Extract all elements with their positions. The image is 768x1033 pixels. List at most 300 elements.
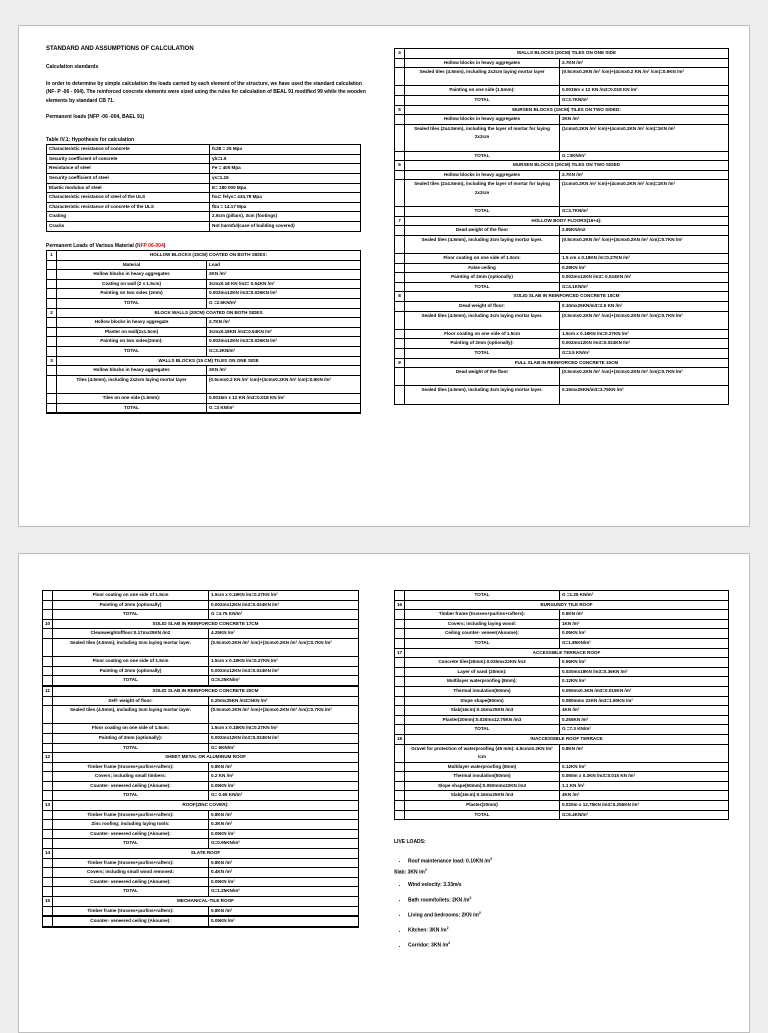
number-cell — [47, 327, 57, 337]
material-cell: TOTAL — [53, 676, 209, 686]
section-number: 13 — [43, 801, 53, 811]
section-header-row — [47, 308, 361, 318]
load-cell: 0.002mx12KN /m3=0.024KN /m² — [209, 666, 359, 676]
number-cell — [43, 591, 53, 601]
section-number: 11 — [43, 686, 53, 696]
number-cell — [395, 629, 405, 639]
table-row — [43, 676, 359, 686]
material-cell: TOTAL — [53, 791, 209, 801]
load-cell: 0.20mx25KN /m3=5KN /m² — [209, 696, 359, 706]
material-cell: Floor coating on one side of 1.5cm — [53, 591, 209, 601]
table-row — [395, 273, 729, 283]
load-cell: 0.255KN /m² — [560, 715, 729, 725]
loads-table — [42, 590, 359, 928]
standard-reference: NFP 06-004 — [136, 242, 164, 249]
section-number: 14 — [43, 849, 53, 859]
number-cell — [47, 366, 57, 376]
number-cell — [43, 887, 53, 897]
number-cell — [395, 180, 405, 207]
material-cell: Multilayer waterproofing (8mm) — [405, 762, 560, 772]
load-cell: 0.080mmx 22KN /m3=1.80KN /m² — [560, 696, 729, 706]
material-cell: Painting on one side (1.5mm): — [405, 86, 560, 96]
number-cell — [395, 68, 405, 86]
number-cell — [43, 820, 53, 830]
load-cell: (0.5cmx0.2KN /m² /cm)+(3cmx0.2KN /m² /cm)=0.7KN /m² — [560, 235, 729, 253]
list-item: • Corridor: 3KN $/m^2$ — [408, 937, 739, 952]
number-cell — [395, 115, 405, 125]
number-cell — [43, 762, 53, 772]
section-header-row — [395, 734, 729, 744]
number-cell — [43, 629, 53, 639]
table-row — [43, 791, 359, 801]
table-row — [47, 164, 361, 174]
material-cell: TOTAL — [405, 638, 560, 648]
section-number: 8 — [395, 292, 405, 302]
load-cell: 2KN /m² — [207, 270, 361, 280]
load-cell: G =2.6KN/m² — [207, 299, 361, 309]
load-cell: 0.8KN /m² — [209, 762, 359, 772]
section-title: SOLID SLAB IN REINFORCED CONCRETE 20CM — [53, 686, 359, 696]
number-cell — [43, 772, 53, 782]
table-row — [47, 193, 361, 203]
material-cell: Hollow blocks in heavy aggregate — [57, 318, 207, 328]
material-cell: Timber frame (trusses+purlins+rafters): — [53, 810, 209, 820]
load-cell: 0.002mx12KN /m3=0.026KN /m² — [207, 337, 361, 347]
table-row — [395, 610, 729, 620]
material-cell: Counter- veneered ceiling (Akoume): — [53, 917, 209, 927]
material-cell: Sealed tiles (4.5mm), including 2x2cm laying mortar layer — [405, 68, 560, 86]
table-row — [43, 666, 359, 676]
loads-table — [394, 590, 729, 820]
section-header-row — [43, 897, 359, 907]
material-cell: Timber frame (trusses+purlins+rafters): — [53, 906, 209, 916]
material-cell: Tiles (4.5mm), including 2x2cm laying mortar layer — [57, 375, 207, 393]
page2-left-column — [42, 590, 372, 928]
load-cell: G=0.95KN/m² — [209, 839, 359, 849]
section-header-row — [395, 600, 729, 610]
material-cell: Hollow blocks in heavy aggregates — [405, 170, 560, 180]
load-cell: (0.5cmx0.2KN /m² /cm)+(3cmx0.2KN /m² /cm)=0.7KN /m² — [209, 638, 359, 656]
value-cell: Fe = 400 Mpa — [210, 164, 361, 174]
table-row — [395, 115, 729, 125]
table-row — [43, 829, 359, 839]
table-row — [395, 591, 729, 601]
load-cell: (0.5cmx0.2KN /m² /cm)+(3cmx0.2KN /m² /cm)=0.7KN /m² — [209, 706, 359, 724]
material-cell: Gravel for protection of waterproofing (45 mm): 4.5cmx0.2KN /m² /cm — [405, 744, 560, 762]
property-cell: Characteristic resistance of concrete — [47, 145, 210, 155]
material-cell: Ceiling counter- veneer(Akoume): — [405, 629, 560, 639]
load-cell: 0.05KN /m² — [209, 917, 359, 927]
table-row — [395, 170, 729, 180]
table-row — [43, 906, 359, 916]
load-cell: 0.0015m x 12 KN /m3=0.018 KN /m² — [560, 86, 729, 96]
list-item-text: Corridor: 3KN /m — [408, 942, 449, 949]
number-cell — [395, 667, 405, 677]
material-cell: Timber frame (trusses+purlins+rafters): — [405, 610, 560, 620]
table-row — [395, 715, 729, 725]
table-row — [395, 282, 729, 292]
section-number: 4 — [395, 49, 405, 59]
load-cell: 1.5cm x 0.18KN /m=0.27KN /m² — [209, 657, 359, 667]
material-cell: Sealed tiles (4.5mm), including 3cm laying mortar layer. — [405, 311, 560, 329]
load-cell: 0.05KN /m² — [209, 829, 359, 839]
table-row — [43, 772, 359, 782]
load-cell: 2.7KN /m² — [560, 170, 729, 180]
table-row — [43, 638, 359, 656]
material-cell: Covers; including small wood removed: — [53, 868, 209, 878]
material-cell: TOTAL — [405, 810, 560, 820]
material-cell: Timber frame (trusses+purlins+rafters): — [53, 762, 209, 772]
material-cell: Sealed tiles (4.5mm), including 3cm laying mortar layer. — [405, 386, 560, 404]
table-row — [47, 318, 361, 328]
section-title: MURSEN BLOCKS (15CM) TILES ON TWO SIDED: — [405, 105, 729, 115]
material-cell: TOTAL — [53, 887, 209, 897]
material-cell: Slab(16cm):0.16mx25KN /m3 — [405, 791, 560, 801]
table-row — [43, 600, 359, 610]
load-cell: G=3.5 KN/m² — [560, 349, 729, 359]
number-cell — [395, 610, 405, 620]
load-cell: 0.10mx25KN/m3=2.5 KN /m² — [560, 302, 729, 312]
number-cell — [43, 791, 53, 801]
material-cell — [53, 926, 209, 927]
section-header-row — [395, 358, 729, 368]
value-cell: fc28 = 25 Mpa — [210, 145, 361, 155]
number-cell — [395, 207, 405, 217]
load-cell: 4KN /m² — [560, 706, 729, 716]
section-number: 3 — [47, 356, 57, 366]
material-cell: Painting of 2mm (optionally): — [405, 339, 560, 349]
table-row — [395, 686, 729, 696]
material-cell: Slab(16cm):0.16mx25KN /m3 — [405, 706, 560, 716]
section-header-row — [47, 356, 361, 366]
load-cell: (1cmx0.2KN /m² /cm)+(4cmx0.2KN /m² /cm)=1KN /m² — [560, 180, 729, 207]
section-number: 17 — [395, 648, 405, 658]
material-cell: Painting of 2mm (optionally) — [53, 600, 209, 610]
section-title: HOLLOW BODY FLOORS(16+4): — [405, 216, 729, 226]
load-cell: 0.12KN /m² — [560, 677, 729, 687]
property-cell: Coating — [47, 212, 210, 222]
number-cell — [395, 151, 405, 161]
page-title: STANDARD AND ASSUMPTIONS OF CALCULATION — [46, 46, 194, 52]
number-cell — [395, 95, 405, 105]
number-cell — [395, 273, 405, 283]
table-caption — [46, 242, 371, 251]
table-row — [43, 733, 359, 743]
load-cell: (1cmx0.2KN /m² /cm)+(4cmx0.2KN /m² /cm)=1KN /m² — [560, 124, 729, 151]
table-row — [43, 858, 359, 868]
number-cell — [395, 124, 405, 151]
table-row — [47, 202, 361, 212]
table-row — [43, 868, 359, 878]
material-cell: Plaster(20mm) — [405, 801, 560, 811]
table-row — [43, 591, 359, 601]
section-number: 5 — [395, 105, 405, 115]
material-cell: TOTAL — [53, 610, 209, 620]
list-item-text: Living and bedrooms: 2KN /m — [408, 912, 479, 919]
material-cell: Floor coating on one side of 1.5cm — [405, 329, 560, 339]
table-row — [43, 820, 359, 830]
load-cell: 4KN /m² — [560, 791, 729, 801]
material-cell: Tiles on one side (1.5mm): — [57, 393, 207, 403]
number-cell — [395, 686, 405, 696]
section-title: BURGUNDY TILE ROOF — [405, 600, 729, 610]
table-row — [395, 86, 729, 96]
material-cell: Sealed tiles (4.5mm), including 3cm laying mortar layer. — [53, 706, 209, 724]
section-header-row — [395, 161, 729, 171]
section-number: 15 — [43, 897, 53, 907]
load-cell: 0.05KN /m² — [209, 781, 359, 791]
number-cell — [395, 226, 405, 236]
number-cell — [395, 696, 405, 706]
load-cell: 0.8KN /m² — [560, 744, 729, 762]
table-row — [43, 743, 359, 753]
material-cell: TOTAL — [405, 151, 560, 161]
number-cell — [395, 744, 405, 762]
section-title: MURSEN BLOCKS (20CM) TILES ON TWO SIDED — [405, 161, 729, 171]
section-heading: Calculation standards — [46, 64, 99, 71]
number-cell — [47, 270, 57, 280]
table-row — [395, 151, 729, 161]
load-cell: 2KN /m² — [560, 115, 729, 125]
value-cell: E= 180 000 Mpa — [210, 183, 361, 193]
number-cell — [395, 282, 405, 292]
number-cell — [395, 781, 405, 791]
section-title: WALLS BLOCKS (15 CM) TILES ON ONE SIDE — [57, 356, 361, 366]
section-title: WALLS BLOCKS (20CM) TILES ON ONE SIDE — [405, 49, 729, 59]
number-cell — [43, 839, 53, 849]
material-cell: TOTAL — [405, 349, 560, 359]
load-cell: G =3KN/m² — [560, 151, 729, 161]
number-cell — [47, 260, 57, 270]
section-number: 6 — [395, 161, 405, 171]
section-title: INACCESSIBLE ROOF TERRACE — [405, 734, 729, 744]
load-cell: 0.8KN /m² — [209, 906, 359, 916]
material-cell: Zinc roofing; including laying tools: — [53, 820, 209, 830]
table-row — [47, 221, 361, 231]
table-row — [47, 154, 361, 164]
load-cell: 0.12KN /m² — [560, 762, 729, 772]
number-cell — [43, 666, 53, 676]
caption-text: ) — [163, 242, 166, 249]
page1-left-column — [46, 46, 371, 414]
table-row — [47, 366, 361, 376]
number-cell — [43, 638, 53, 656]
number-cell — [395, 170, 405, 180]
table-caption: Table IV.1: Hypothesis for calculation — [46, 136, 135, 143]
table-row — [47, 212, 361, 222]
load-cell: 0.05KN /m² — [209, 877, 359, 887]
number-cell — [395, 329, 405, 339]
load-cell: 0.55KN /m² — [560, 658, 729, 668]
table-row — [47, 145, 361, 155]
load-cell: 0.002mx12KN /m3=0.024KN /m² — [560, 339, 729, 349]
section-title: SOLID SLAB IN REINFORCED CONCRETE 10CM — [405, 292, 729, 302]
number-cell — [47, 403, 57, 413]
list-item: • Roof maintenance load: 0.10KN $/m^2$ — [408, 853, 739, 868]
material-cell: Dead weight of the floor — [405, 368, 560, 386]
hypothesis-table — [46, 144, 361, 231]
load-cell: (0.5cmx0.2KN /m² /cm)+(4cmx0.2 KN /m² /cm)=0.9KN /m² — [560, 68, 729, 86]
table-row — [395, 696, 729, 706]
live-loads-list — [394, 853, 739, 868]
load-cell: 2.7KN /m² — [207, 318, 361, 328]
load-cell: 0.002mx12KN /m3=0.026KN /m² — [207, 289, 361, 299]
load-cell: G=3.7KN/m² — [560, 95, 729, 105]
table-row — [395, 667, 729, 677]
number-cell — [43, 810, 53, 820]
section-header-row — [43, 753, 359, 763]
material-cell: Thermal insulation(50mm) — [405, 686, 560, 696]
number-cell — [43, 868, 53, 878]
number-cell — [43, 926, 53, 927]
property-cell: Elastic modulus of steel — [47, 183, 210, 193]
table-row — [395, 791, 729, 801]
material-cell: TOTAL — [53, 743, 209, 753]
material-cell: Counter- veneered ceiling (Akoume): — [53, 877, 209, 887]
property-cell: Security coefficient of concrete — [47, 154, 210, 164]
material-cell: Concrete tiles(25mm):0.025mx22KN /m3 — [405, 658, 560, 668]
property-cell: Characteristic resistance of steel of the ULS — [47, 193, 210, 203]
table-row — [43, 781, 359, 791]
load-cell: 0.002mx12KN /m3=0.024KN /m² — [209, 733, 359, 743]
table-row — [47, 327, 361, 337]
table-row — [395, 302, 729, 312]
load-cell: (0.5cmx0.2KN /m² /cm)+(3cmx0.2KN /m² /cm)=0.7KN /m² — [560, 311, 729, 329]
table-row — [47, 413, 361, 414]
value-cell: γs=1.15 — [210, 173, 361, 183]
table-row — [47, 279, 361, 289]
table-row — [395, 207, 729, 217]
load-cell: G= 0.65 KN/m² — [209, 791, 359, 801]
table-row — [47, 337, 361, 347]
load-cell: (0.5cmx0.2 KN /m² /cm)+(3cmx0.2KN /m² /cm)=0.9KN /m² — [207, 375, 361, 393]
table-row — [47, 375, 361, 393]
load-cell: 0.8KN /m² — [209, 810, 359, 820]
number-cell — [395, 619, 405, 629]
property-cell: Security coefficient of steel — [47, 173, 210, 183]
section-title: MECHANICAL-TILE ROOF — [53, 897, 359, 907]
number-cell — [395, 263, 405, 273]
section-number: 18 — [395, 734, 405, 744]
number-cell — [395, 591, 405, 601]
property-cell: Cracks — [47, 221, 210, 231]
section-number: 1 — [47, 251, 57, 261]
load-cell: G=1.85KN/m² — [560, 638, 729, 648]
load-cell: G=4.1KN/m² — [560, 282, 729, 292]
table-row — [43, 839, 359, 849]
section-header-row — [43, 801, 359, 811]
section-number: 9 — [395, 358, 405, 368]
table-row — [395, 386, 729, 404]
material-cell: Floor coating on one side of 1.5cm — [53, 657, 209, 667]
number-cell — [43, 676, 53, 686]
number-cell — [395, 235, 405, 253]
table-row — [395, 762, 729, 772]
section-number: 10 — [43, 619, 53, 629]
number-cell — [47, 413, 57, 414]
material-cell: Floor coating on one side of 1.5cm: — [53, 724, 209, 734]
number-cell — [395, 349, 405, 359]
load-cell: G=6.4KN/m² — [560, 810, 729, 820]
table-row — [43, 657, 359, 667]
page1-right-column — [394, 48, 734, 405]
material-cell — [57, 413, 207, 414]
load-cell: 0.8KN /m² — [560, 610, 729, 620]
number-cell — [43, 657, 53, 667]
load-cell: 3cmx0.18 KN /m2= 0.54KN /m² — [207, 279, 361, 289]
table-row — [395, 638, 729, 648]
table-row — [47, 260, 361, 270]
material-cell: Slope shape(80mm) — [405, 696, 560, 706]
document-page-1 — [18, 25, 750, 527]
table-row — [47, 183, 361, 193]
number-cell — [43, 706, 53, 724]
caption-text: Permanent Loads of Various Material ( — [46, 242, 137, 249]
section-title: ROOF(ZINC COVER): — [53, 801, 359, 811]
section-header-row — [395, 105, 729, 115]
material-cell: Plaster on wall(2x1.5cm) — [57, 327, 207, 337]
number-cell — [43, 906, 53, 916]
section-number: 2 — [47, 308, 57, 318]
number-cell — [43, 877, 53, 887]
load-cell: G =7.3 KN/m² — [560, 725, 729, 735]
material-cell: Layer of sand (20mm): — [405, 667, 560, 677]
load-cell: 0.002mx12KN /m3=0.024KN /m² — [209, 600, 359, 610]
load-cell: 0.28KN /m² — [560, 263, 729, 273]
section-header-row — [43, 619, 359, 629]
document-page-2 — [18, 553, 750, 1033]
table-row — [395, 658, 729, 668]
load-cell: 3cmx0.18KN /m3=0.54KN /m² — [207, 327, 361, 337]
load-cell: 0.0015m x 12 KN /m3=0.018 KN /m² — [207, 393, 361, 403]
section-number: 16 — [395, 600, 405, 610]
material-cell: TOTAL — [53, 839, 209, 849]
table-row — [43, 877, 359, 887]
section-header-row — [47, 251, 361, 261]
section-heading: LIVE LOADS: — [394, 839, 426, 846]
section-header-row — [395, 216, 729, 226]
load-cell: 2.7KN /m² — [560, 58, 729, 68]
number-cell — [395, 658, 405, 668]
load-cell: 2KN /m² — [207, 366, 361, 376]
load-cell: G =1.25 KN/m² — [560, 591, 729, 601]
material-cell: Painting of 2mm (optionally) — [405, 273, 560, 283]
number-cell — [395, 86, 405, 96]
number-cell — [395, 706, 405, 716]
number-cell — [395, 638, 405, 648]
load-cell: G=3.3KN/m² — [207, 346, 361, 356]
table-row — [43, 696, 359, 706]
material-cell: TOTAL — [57, 299, 207, 309]
number-cell — [43, 743, 53, 753]
value-cell: fsu= fe/γs= 434.78 Mpa — [210, 193, 361, 203]
material-cell: Sealed tiles (2x4.5mm), including the layer of mortar for laying 2x2cm — [405, 124, 560, 151]
table-row — [395, 772, 729, 782]
table-row — [47, 173, 361, 183]
load-cell: Load — [207, 260, 361, 270]
load-cell: 0.050mx0.3KN /m3=0.015KN /m² — [560, 686, 729, 696]
load-cell: G=3.7KN/m² — [560, 207, 729, 217]
number-cell — [395, 368, 405, 386]
material-cell: TOTAL — [57, 346, 207, 356]
load-cell: 1.5 cm x 0.18KN /m=0.27KN /m² — [560, 254, 729, 264]
load-cell: 2.85KN/m2 — [560, 226, 729, 236]
material-cell: Counter- veneered ceiling (Akoume): — [53, 781, 209, 791]
table-row — [395, 339, 729, 349]
number-cell — [47, 393, 57, 403]
table-row — [395, 677, 729, 687]
table-row — [395, 226, 729, 236]
